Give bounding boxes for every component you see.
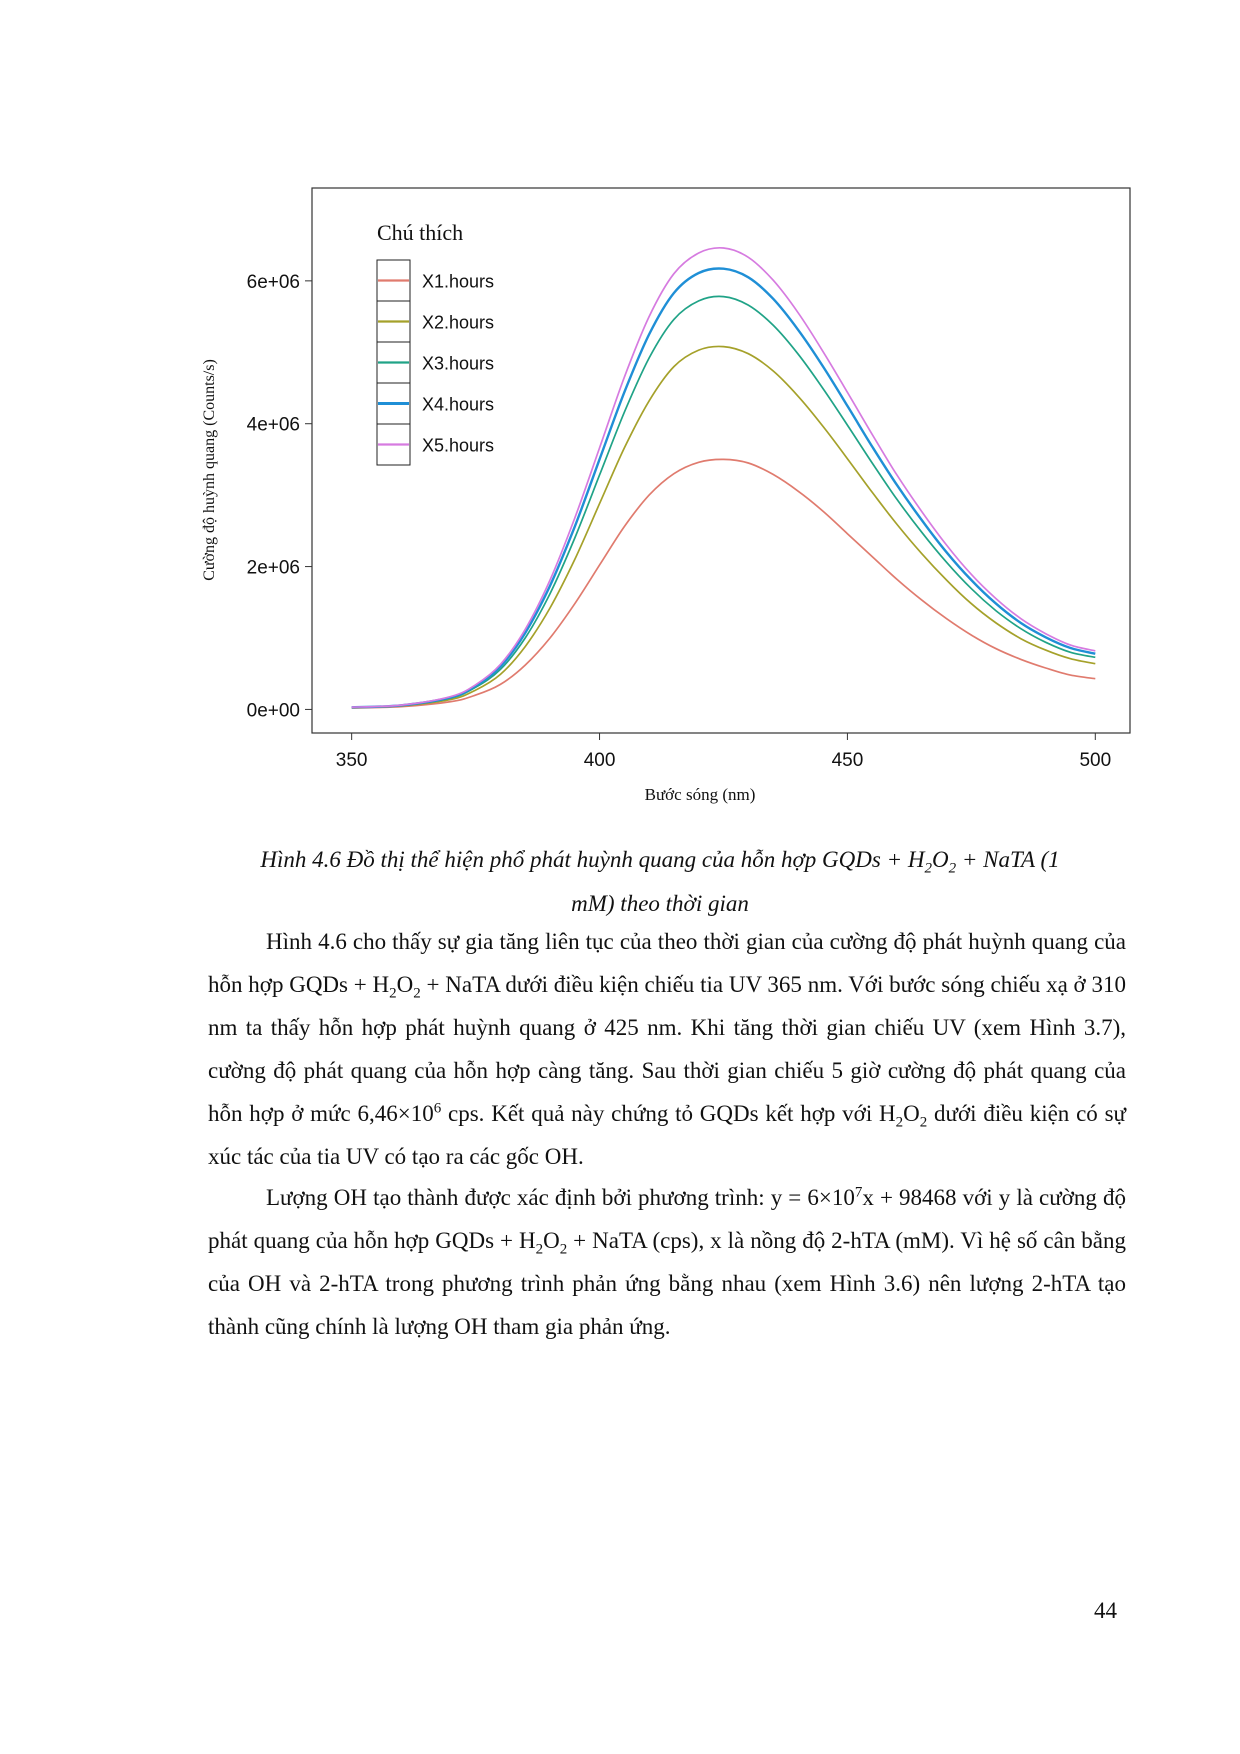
figure-caption bbox=[200, 838, 1120, 926]
legend-label: X3.hours bbox=[422, 353, 495, 374]
paragraph-2: Lượng OH tạo thành được xác định bởi phương trình: $y = 6\times 10^7x + 98468$ với y là cường độ phát quang của hỗn hợp GQDs + $H_2O_2$ + NaTA (cps), x là nồng độ 2-hTA (mM). Vì hệ số cân bằng của OH và 2-hTA trong phương trình phản ứng bằng nhau (xem Hình 3.6) nên lượng 2-hTA tạo thành cũng chính là lượng OH tham gia phản ứng. bbox=[208, 1184, 1126, 1339]
y-tick-label: 2e+06 bbox=[246, 557, 300, 579]
x-tick-label: 350 bbox=[335, 750, 368, 771]
y-axis-label: Cường độ huỳnh quang (Counts/s) bbox=[201, 359, 218, 581]
x-axis bbox=[336, 733, 1111, 771]
legend bbox=[377, 220, 494, 465]
x-tick-label: 450 bbox=[831, 750, 864, 771]
y-tick-label: 6e+06 bbox=[246, 271, 300, 293]
paragraph-1: Hình 4.6 cho thấy sự gia tăng liên tục của theo thời gian của cường độ phát huỳnh quang của hỗn hợp GQDs + $H_2O_2$ + NaTA dưới điều kiện chiếu tia UV 365 nm. Với bước sóng chiếu xạ ở 310 nm ta thấy hỗn hợp phát huỳnh quang ở 425 nm. Khi tăng thời gian chiếu UV (xem Hình 3.7), cường độ phát quang của hỗn hợp càng tăng. Sau thời gian chiếu 5 giờ cường độ phát quang của hỗn hợp ở mức $6,46\times 10^6$ cps. Kết quả này chứng tỏ GQDs kết hợp với $H_2O_2$ dưới điều kiện có sự xúc tác của tia UV có tạo ra các gốc OH. bbox=[208, 929, 1126, 1169]
y-axis bbox=[247, 272, 312, 722]
caption-line-2: mM) theo thời gian bbox=[571, 891, 749, 916]
y-tick-label: 0e+00 bbox=[246, 700, 300, 722]
legend-label: X5.hours bbox=[422, 435, 495, 456]
series-line-1 bbox=[352, 459, 1096, 708]
page-number: 44 bbox=[1094, 1598, 1117, 1623]
caption-line-1: Hình 4.6 Đồ thị thể hiện phổ phát huỳnh quang của hỗn hợp GQDs + $H_2O_2$ + NaTA (1 bbox=[260, 847, 1060, 877]
legend-label: X1.hours bbox=[422, 271, 495, 292]
legend-title: Chú thích bbox=[377, 220, 464, 245]
x-axis-label: Bước sóng (nm) bbox=[644, 785, 756, 804]
legend-label: X2.hours bbox=[422, 312, 495, 333]
legend-label: X4.hours bbox=[422, 394, 495, 415]
x-tick-label: 500 bbox=[1079, 750, 1112, 771]
fluorescence-chart bbox=[190, 180, 1150, 820]
y-tick-label: 4e+06 bbox=[246, 414, 300, 436]
x-tick-label: 400 bbox=[583, 750, 616, 771]
plot-frame bbox=[312, 188, 1130, 733]
